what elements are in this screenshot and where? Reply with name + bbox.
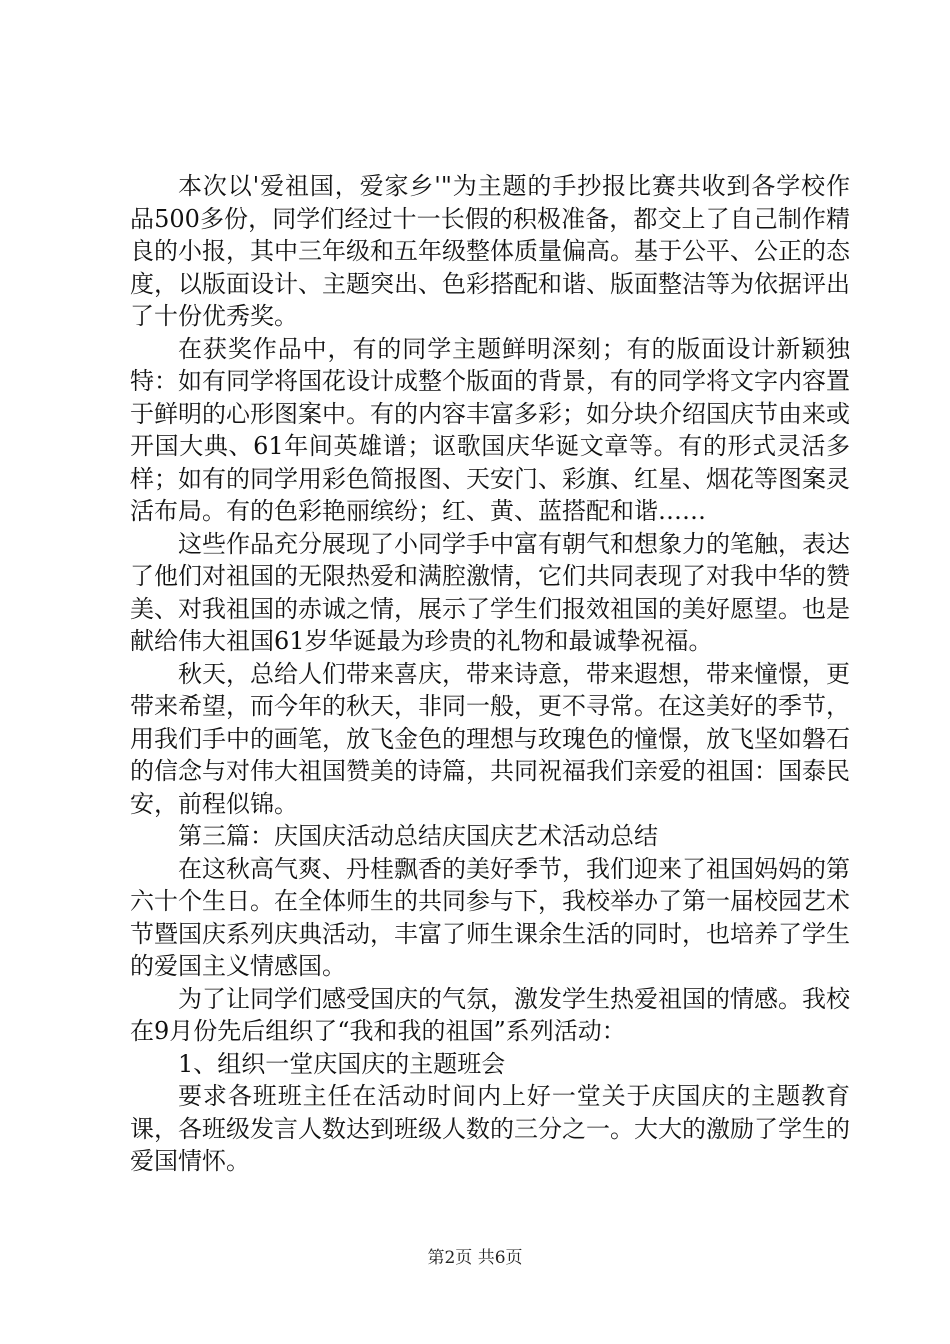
paragraph-award-works: 在获奖作品中，有的同学主题鲜明深刻；有的版面设计新颖独特：如有同学将国花设计成整个版面的背景，有的同学将文字内容置于鲜明的心形图案中。有的内容丰富多彩；如分块介绍国庆节由来或开国大典、61年间英雄谱；讴歌国庆华诞文章等。有的形式灵活多样；如有的同学用彩色简报图、天安门、彩旗、红星、烟花等图案灵活布局。有的色彩艳丽缤纷；红、黄、蓝搭配和谐…… [130, 334, 850, 525]
page-footer: 第2页 共6页 [427, 1248, 523, 1268]
paragraph-works-significance: 这些作品充分展现了小同学手中富有朝气和想象力的笔触，表达了他们对祖国的无限热爱和满腔激情，它们共同表现了对我中华的赞美、对我祖国的赤诚之情，展示了学生们报效祖国的美好愿望。也是献给伟大祖国61岁华诞最为珍贵的礼物和最诚挚祝福。 [130, 529, 850, 655]
paragraph-contest-summary: 本次以'爱祖国，爱家乡'"为主题的手抄报比赛共收到各学校作品500多份，同学们经过十一长假的积极准备，都交上了自己制作精良的小报，其中三年级和五年级整体质量偏高。基于公平、公正的态度，以版面设计、主题突出、色彩搭配和谐、版面整洁等为依据评出了十份优秀奖。 [130, 172, 850, 330]
paragraph-activities-intro: 为了让同学们感受国庆的气氛，激发学生热爱祖国的情感。我校在9月份先后组织了“我和我的祖国”系列活动： [130, 984, 850, 1045]
paragraph-autumn: 秋天，总给人们带来喜庆，带来诗意，带来遐想，带来憧憬，更带来希望，而今年的秋天，非同一般，更不寻常。在这美好的季节，用我们手中的画笔，放飞金色的理想与玫瑰色的憧憬，放飞坚如磐石的信念与对伟大祖国赞美的诗篇，共同祝福我们亲爱的祖国：国泰民安，前程似锦。 [130, 659, 850, 818]
paragraph-class-meeting-detail: 要求各班班主任在活动时间内上好一堂关于庆国庆的主题教育课，各班级发言人数达到班级人数的三分之一。大大的激励了学生的爱国情怀。 [130, 1082, 850, 1175]
document-body [130, 170, 850, 1178]
section-heading: 第三篇：庆国庆活动总结庆国庆艺术活动总结 [178, 822, 658, 850]
paragraph-art-festival: 在这秋高气爽、丹桂飘香的美好季节，我们迎来了祖国妈妈的第六十个生日。在全体师生的共同参与下，我校举办了第一届校园艺术节暨国庆系列庆典活动，丰富了师生课余生活的同时，也培养了学生的爱国主义情感国。 [130, 854, 850, 980]
list-item-class-meeting: 1、组织一堂庆国庆的主题班会 [178, 1049, 506, 1078]
